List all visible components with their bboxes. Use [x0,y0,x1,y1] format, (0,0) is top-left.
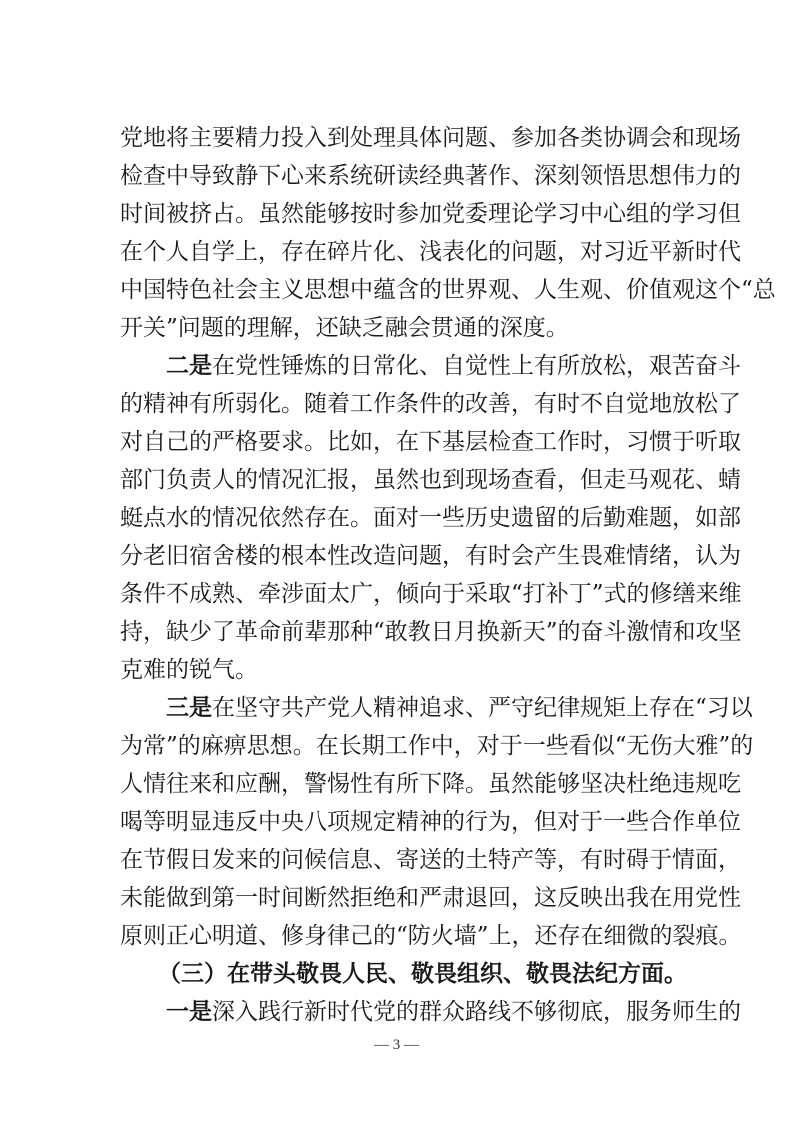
body-text-line: 部门负责人的情况汇报，虽然也到现场查看，但走马观花、蜻 [120,467,741,493]
body-text-line: 检查中导致静下心来系统研读经典著作、深刻领悟思想伟力的 [120,163,741,189]
paragraph-first-text: 深入践行新时代党的群众路线不够彻底，服务师生的 [212,999,741,1025]
body-text-line: 为常”的麻痹思想。在长期工作中，对于一些看似“无伤大雅”的 [120,733,754,759]
paragraph-lead: 三是 [166,694,212,721]
page-number: — 3 — [374,1037,419,1053]
paragraph-lead: 一是 [166,998,212,1025]
body-text-line: 人情往来和应酬，警惕性有所下降。虽然能够坚决杜绝违规吃 [120,771,741,797]
body-text-line: 未能做到第一时间断然拒绝和严肃退回，这反映出我在用党性 [120,885,741,911]
body-text-line: 在节假日发来的问候信息、寄送的土特产等，有时碍于情面， [120,847,741,873]
body-text-line: 原则正心明道、修身律己的“防火墙”上，还存在细微的裂痕。 [120,923,742,949]
body-text-line: 中国特色社会主义思想中蕴含的世界观、人生观、价值观这个“总 [120,277,776,303]
paragraph-first-line [166,348,741,384]
paragraph-lead: 二是 [166,352,212,379]
body-text-line: 喝等明显违反中央八项规定精神的行为，但对于一些合作单位 [120,809,741,835]
body-text-line: 对自己的严格要求。比如，在下基层检查工作时，习惯于听取 [120,429,741,455]
body-text-line: 在个人自学上，存在碎片化、浅表化的问题，对习近平新时代 [120,239,741,265]
body-text-line: 开关”问题的理解，还缺乏融会贯通的深度。 [120,315,569,341]
paragraph-first-line [166,690,753,726]
paragraph-first-text: 在党性锤炼的日常化、自觉性上有所放松，艰苦奋斗 [212,353,741,379]
paragraph-first-text: 在坚守共产党人精神追求、严守纪律规矩上存在“习以 [212,695,753,721]
body-text-line: 时间被挤占。虽然能够按时参加党委理论学习中心组的学习但 [120,201,741,227]
body-text-line: 持，缺少了革命前辈那种“敢教日月换新天”的奋斗激情和攻坚 [120,619,742,645]
body-text-line: 的精神有所弱化。随着工作条件的改善，有时不自觉地放松了 [120,391,741,417]
paragraph-first-line [166,994,741,1030]
section-heading: （三）在带头敬畏人民、敬畏组织、敬畏法纪方面。 [158,960,687,987]
body-text-line: 分老旧宿舍楼的根本性改造问题，有时会产生畏难情绪，认为 [120,543,741,569]
body-text-line: 克难的锐气。 [120,657,258,683]
body-text-line: 蜓点水的情况依然存在。面对一些历史遗留的后勤难题，如部 [120,505,741,531]
body-text-line: 条件不成熟、牵涉面太广，倾向于采取“打补丁”式的修缮来维 [120,581,742,607]
body-text-line: 党地将主要精力投入到处理具体问题、参加各类协调会和现场 [120,125,741,151]
